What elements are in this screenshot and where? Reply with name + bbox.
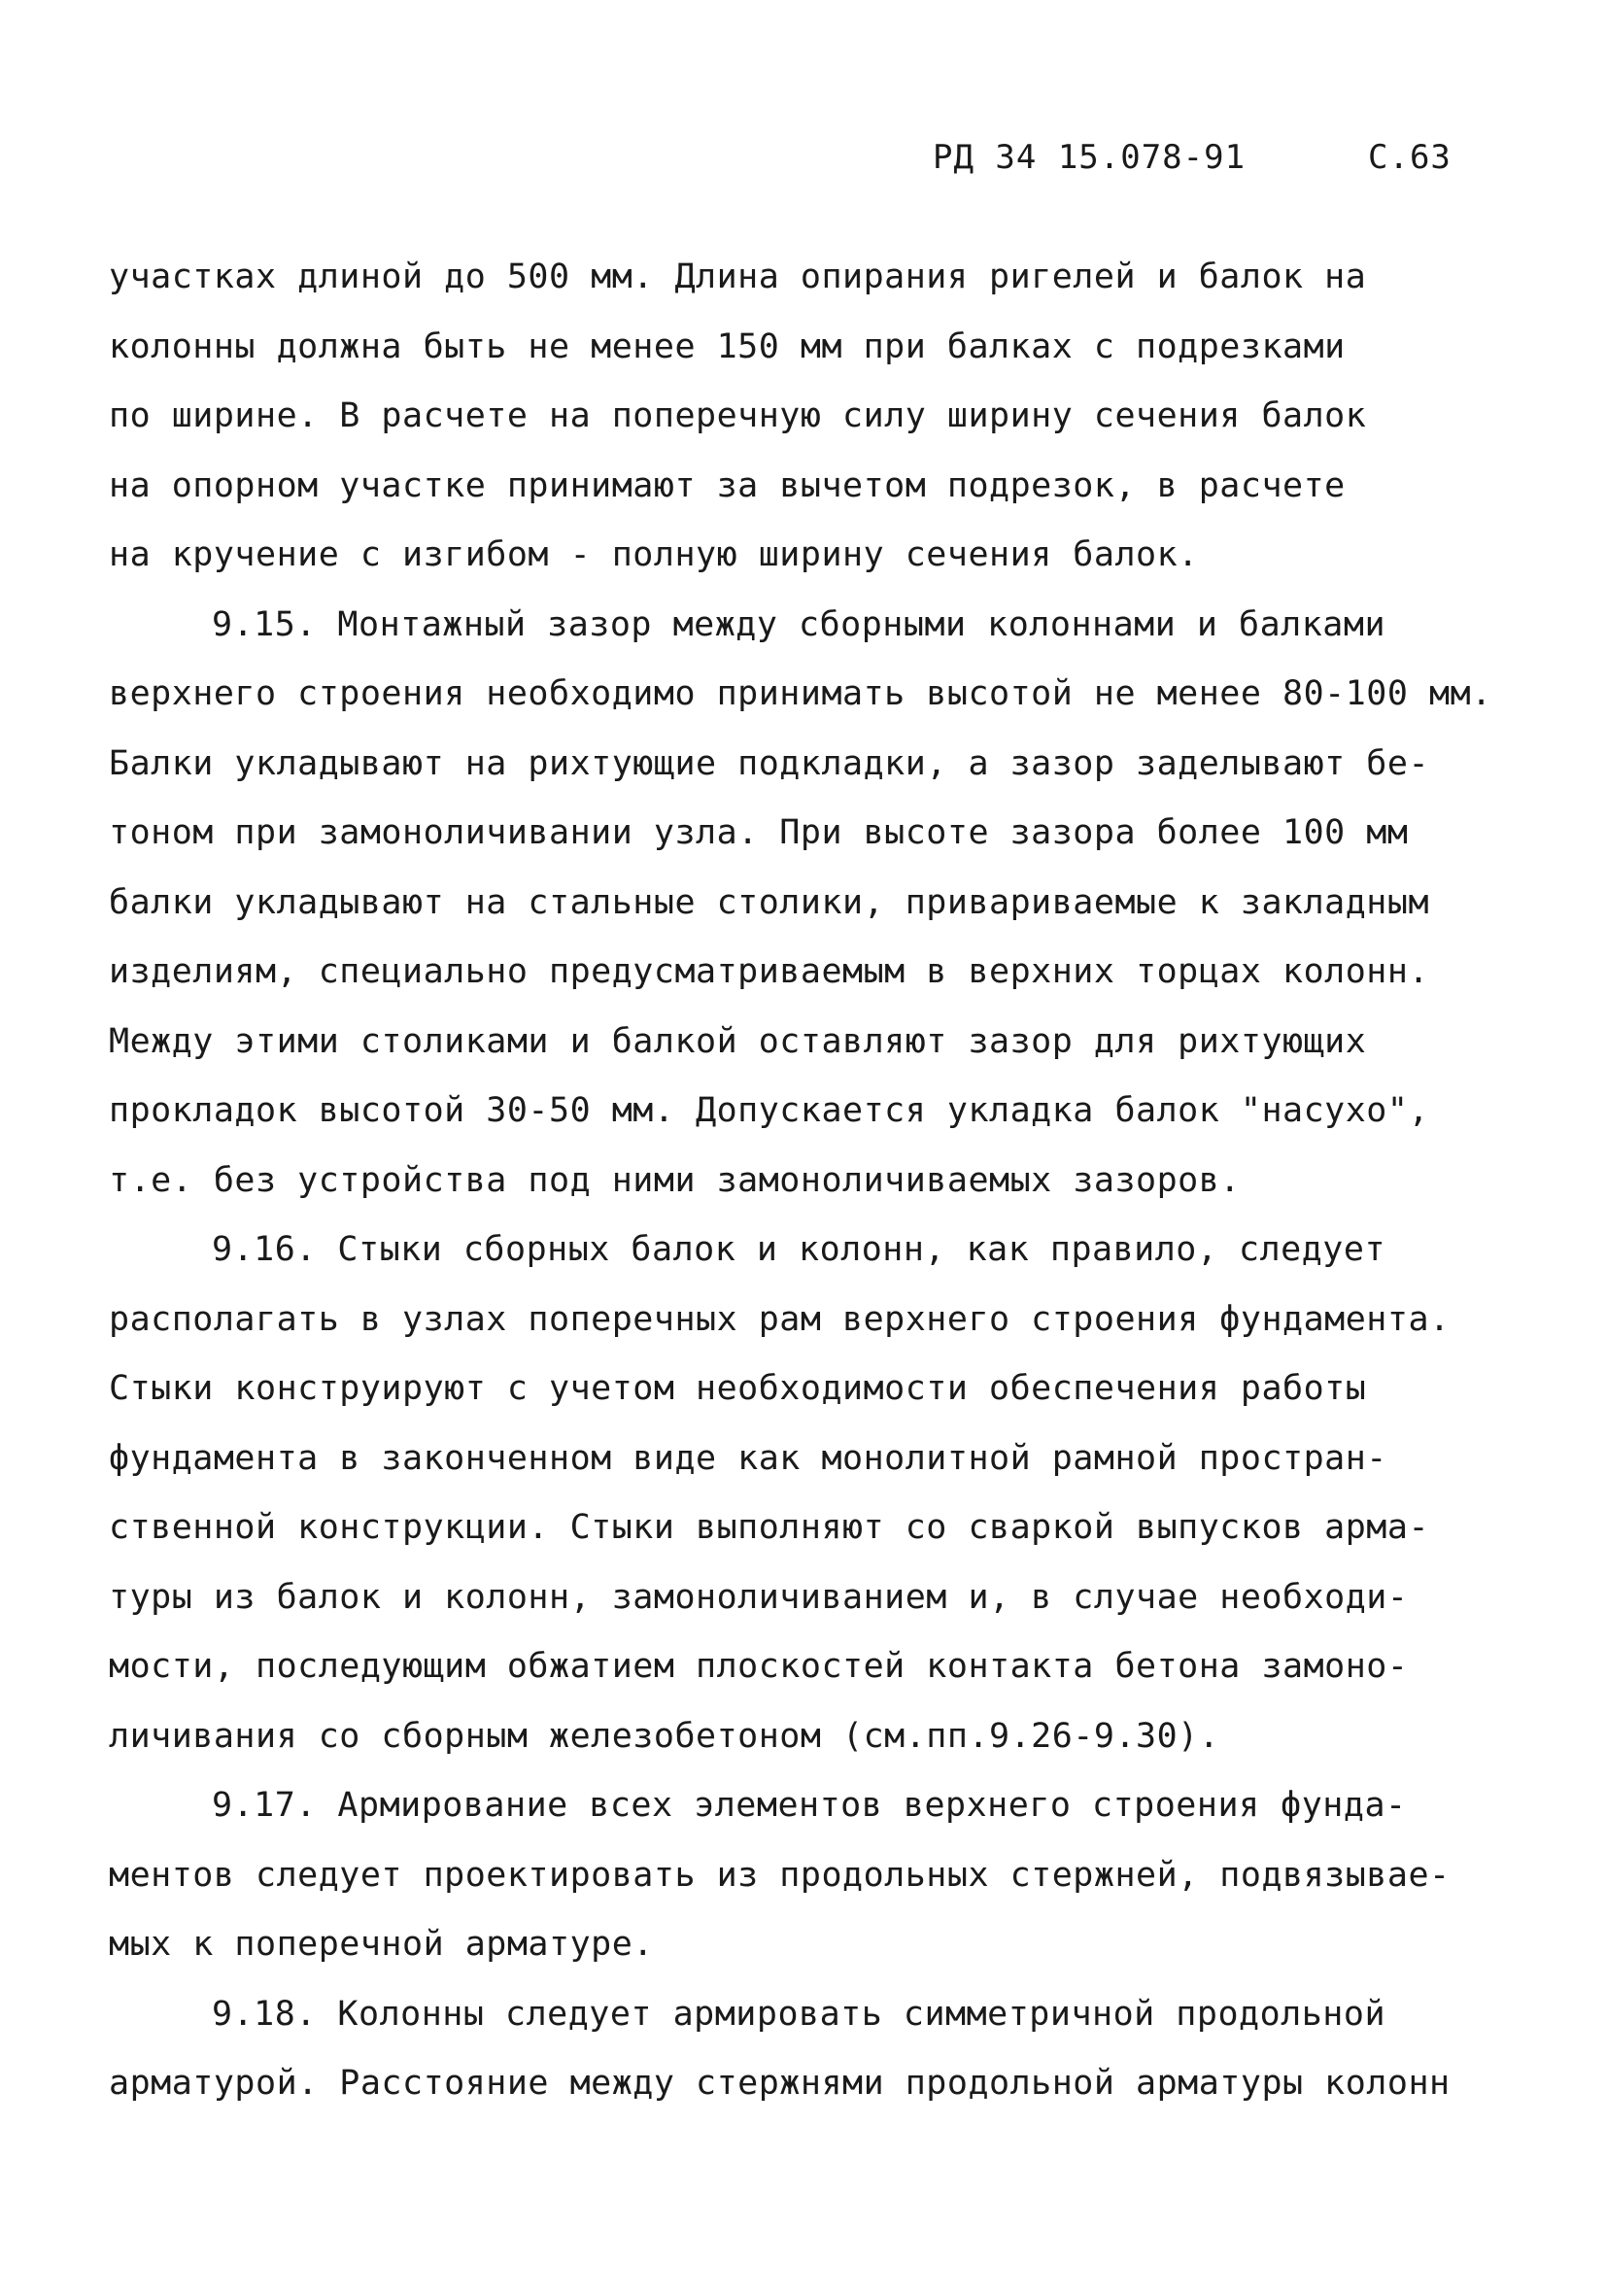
- text-line: участках длиной до 500 мм. Длина опирания ригелей и балок на: [109, 257, 1367, 296]
- text-line: балки укладывают на стальные столики, привариваемые к закладным: [109, 882, 1430, 922]
- text-line: прокладок высотой 30-50 мм. Допускается укладка балок "насухо",: [109, 1091, 1430, 1130]
- paragraph-continuation: [109, 243, 1527, 591]
- text-line: тоном при замоноличивании узла. При высоте зазора более 100 мм: [109, 813, 1409, 852]
- text-line: 9.16. Стыки сборных балок и колонн, как правило, следует: [212, 1230, 1386, 1269]
- text-line: на кручение с изгибом - полную ширину сечения балок.: [109, 535, 1199, 574]
- text-line: ментов следует проектировать из продольных стержней, подвязывае-: [109, 1855, 1451, 1895]
- text-line: Балки укладывают на рихтующие подкладки, а зазор заделывают бе-: [109, 743, 1430, 783]
- text-line: туры из балок и колонн, замоноличиванием и, в случае необходи-: [109, 1577, 1409, 1617]
- paragraph-9-16: [109, 1216, 1527, 1771]
- text-line: арматурой. Расстояние между стержнями продольной арматуры колонн: [109, 2064, 1451, 2103]
- text-line: по ширине. В расчете на поперечную силу ширину сечения балок: [109, 396, 1367, 435]
- text-line: мых к поперечной арматуре.: [109, 1925, 654, 1964]
- text-line: 9.18. Колонны следует армировать симметричной продольной: [212, 1994, 1386, 2034]
- text-line: мости, последующим обжатием плоскостей контакта бетона замоно-: [109, 1647, 1409, 1686]
- text-line: на опорном участке принимают за вычетом подрезок, в расчете: [109, 465, 1346, 505]
- text-line: Стыки конструируют с учетом необходимости обеспечения работы: [109, 1369, 1367, 1408]
- text-line: верхнего строения необходимо принимать высотой не менее 80-100 мм.: [109, 674, 1492, 713]
- page-number: С.63: [1368, 138, 1452, 177]
- paragraph-9-18: [109, 1980, 1527, 2119]
- text-line: Между этими столиками и балкой оставляют зазор для рихтующих: [109, 1021, 1367, 1061]
- text-line: личивания со сборным железобетоном (см.пп.9.26-9.30).: [109, 1716, 1220, 1756]
- paragraph-9-15: [109, 591, 1527, 1217]
- text-line: 9.15. Монтажный зазор между сборными колоннами и балками: [212, 604, 1386, 644]
- text-line: ственной конструкции. Стыки выполняют со сваркой выпусков арма-: [109, 1508, 1430, 1547]
- text-line: фундамента в законченном виде как монолитной рамной простран-: [109, 1438, 1387, 1478]
- text-line: изделиям, специально предусматриваемым в верхних торцах колонн.: [109, 952, 1430, 991]
- paragraph-9-17: [109, 1771, 1527, 1980]
- body-text: [109, 243, 1527, 2119]
- text-line: располагать в узлах поперечных рам верхнего строения фундамента.: [109, 1299, 1451, 1339]
- document-code: РД 34 15.078-91: [933, 138, 1247, 177]
- text-line: т.е. без устройства под ними замоноличиваемых зазоров.: [109, 1160, 1241, 1200]
- text-line: 9.17. Армирование всех элементов верхнего строения фунда-: [212, 1786, 1407, 1825]
- text-line: колонны должна быть не менее 150 мм при балках с подрезками: [109, 326, 1346, 366]
